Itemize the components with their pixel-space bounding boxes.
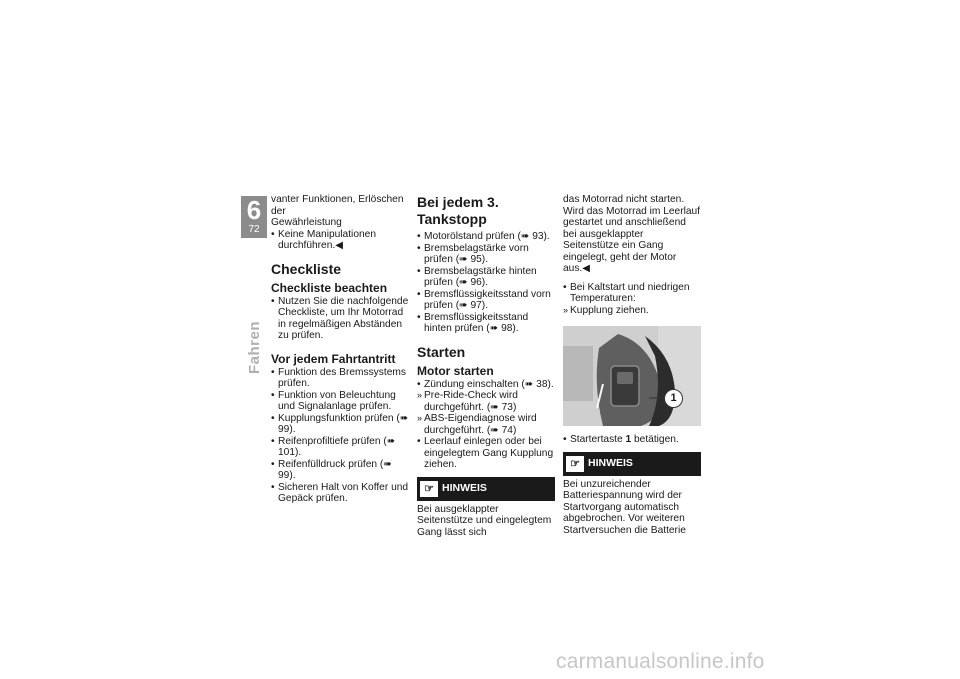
list-item: • Funktion von Beleuchtung und Signalanlage prüfen. bbox=[271, 389, 396, 412]
start-list bbox=[417, 379, 555, 471]
vor-jedem-list bbox=[271, 367, 409, 505]
bullet-icon: • bbox=[271, 458, 275, 470]
column-2 bbox=[417, 194, 555, 538]
action-icon: » bbox=[417, 390, 423, 400]
chapter-title bbox=[239, 312, 269, 382]
bullet-icon: • bbox=[271, 435, 275, 447]
note-box bbox=[417, 477, 555, 501]
watermark: carmanualsonline.info bbox=[556, 650, 765, 673]
bullet-icon: • bbox=[417, 311, 421, 323]
heading-tankstopp: Bei jedem 3. Tankstopp bbox=[417, 194, 499, 227]
list-item: • Bremsflüssigkeitsstand vorn prüfen (➠ 97). bbox=[417, 288, 551, 311]
heading-starten: Starten bbox=[417, 343, 466, 360]
bullet-icon: • bbox=[417, 242, 421, 254]
note-label: HINWEIS bbox=[588, 456, 633, 469]
column-1 bbox=[271, 194, 409, 505]
action-icon: » bbox=[563, 304, 569, 315]
chapter-number: 6 bbox=[246, 195, 262, 225]
heading-checkliste-beachten: Checkliste beachten bbox=[271, 280, 388, 295]
list-item: » Pre-Ride-Check wird durchgeführt. (➠ 73) bbox=[417, 390, 518, 413]
handlebar-switch-photo bbox=[563, 326, 701, 426]
note-hand-icon: ☞ bbox=[420, 481, 438, 497]
list-item: • Bremsflüssigkeitsstand hinten prüfen (➠ 98). bbox=[417, 311, 529, 334]
bullet-icon: • bbox=[271, 228, 275, 240]
bullet-icon: • bbox=[417, 436, 421, 447]
bullet-icon: • bbox=[271, 481, 275, 493]
starter-list bbox=[563, 434, 701, 446]
list-item: • Leerlauf einlegen oder bei eingelegtem Gang Kupplung ziehen. bbox=[417, 436, 554, 470]
bullet-icon: • bbox=[271, 295, 275, 307]
list-item: • Zündung einschalten (➠ 38). bbox=[417, 378, 554, 390]
note-text: Bei unzureichender Batteriespannung wird der Startvorgang automatisch abgebrochen. Vor weiteren Startversuchen die Batterie bbox=[563, 478, 686, 536]
note-label: HINWEIS bbox=[442, 481, 487, 494]
intro-list bbox=[271, 229, 409, 252]
continued-text: das Motorrad nicht starten. Wird das Motorrad im Leerlauf gestartet und anschließend bei ausgeklappter Seitenstütze ein Gang eingelegt, geht der Motor aus.◀ bbox=[563, 194, 701, 274]
heading-vor-jedem-fahrtantritt: Vor jedem Fahrtantritt bbox=[271, 351, 396, 366]
list-item: » ABS-Eigendiagnose wird durchgeführt. (➠ 74) bbox=[417, 413, 537, 436]
heading-checkliste: Checkliste bbox=[271, 260, 342, 277]
page-number: 72 bbox=[248, 224, 260, 235]
starter-number: 1 bbox=[625, 434, 632, 445]
list-item: • Nutzen Sie die nachfolgende Checkliste, um Ihr Motorrad in regelmäßigen Abständen zu prüfen. bbox=[271, 295, 409, 341]
kaltstart-list bbox=[563, 282, 701, 317]
list-item: • Funktion des Bremssystems prüfen. bbox=[271, 366, 406, 389]
checkliste-list bbox=[271, 296, 409, 342]
list-item: • Sicheren Halt von Koffer und Gepäck prüfen. bbox=[271, 481, 409, 504]
list-item: • Motorölstand prüfen (➠ 93). bbox=[417, 231, 550, 242]
bullet-icon: • bbox=[271, 366, 275, 378]
list-item: » Kupplung ziehen. bbox=[563, 304, 649, 316]
callout-badge: 1 bbox=[664, 389, 683, 408]
list-item: • Bei Kaltstart und niedrigen Temperaturen: bbox=[563, 281, 690, 304]
note-text: Bei ausgeklappter Seitenstütze und eingelegtem Gang lässt sich bbox=[417, 503, 552, 538]
bullet-icon: • bbox=[417, 265, 421, 277]
bullet-icon: • bbox=[563, 434, 567, 445]
list-item: • Keine Manipulationen durchführen.◀ bbox=[271, 228, 376, 251]
intro-text-line1: vanter Funktionen, Erlöschen der bbox=[271, 194, 404, 217]
bullet-icon: • bbox=[417, 231, 421, 242]
bullet-icon: • bbox=[417, 288, 421, 300]
bullet-icon: • bbox=[417, 378, 421, 390]
intro-text-line2: Gewährleistung bbox=[271, 217, 342, 228]
list-item: • Kupplungsfunktion prüfen (➠ 99). bbox=[271, 412, 409, 435]
list-item: • Bremsbelagstärke hinten prüfen (➠ 96). bbox=[417, 265, 537, 288]
bullet-icon: • bbox=[563, 281, 567, 293]
handlebar-switch-illustration bbox=[563, 326, 701, 426]
note-box bbox=[563, 452, 701, 476]
bullet-icon: • bbox=[271, 389, 275, 401]
note-hand-icon: ☞ bbox=[566, 456, 584, 472]
list-item: • Reifenprofiltiefe prüfen (➠ 101). bbox=[271, 435, 396, 458]
bullet-icon: • bbox=[271, 412, 275, 424]
chapter-title-text: Fahren bbox=[245, 320, 263, 374]
action-icon: » bbox=[417, 413, 423, 423]
column-3 bbox=[563, 194, 701, 536]
list-item: • Bremsbelagstärke vorn prüfen (➠ 95). bbox=[417, 242, 529, 265]
tankstopp-list bbox=[417, 231, 555, 335]
list-item: • Startertaste 1 betätigen. bbox=[563, 434, 679, 445]
list-item: • Reifenfülldruck prüfen (➠ 99). bbox=[271, 458, 392, 481]
heading-motor-starten: Motor starten bbox=[417, 363, 494, 378]
chapter-tab bbox=[241, 196, 267, 238]
